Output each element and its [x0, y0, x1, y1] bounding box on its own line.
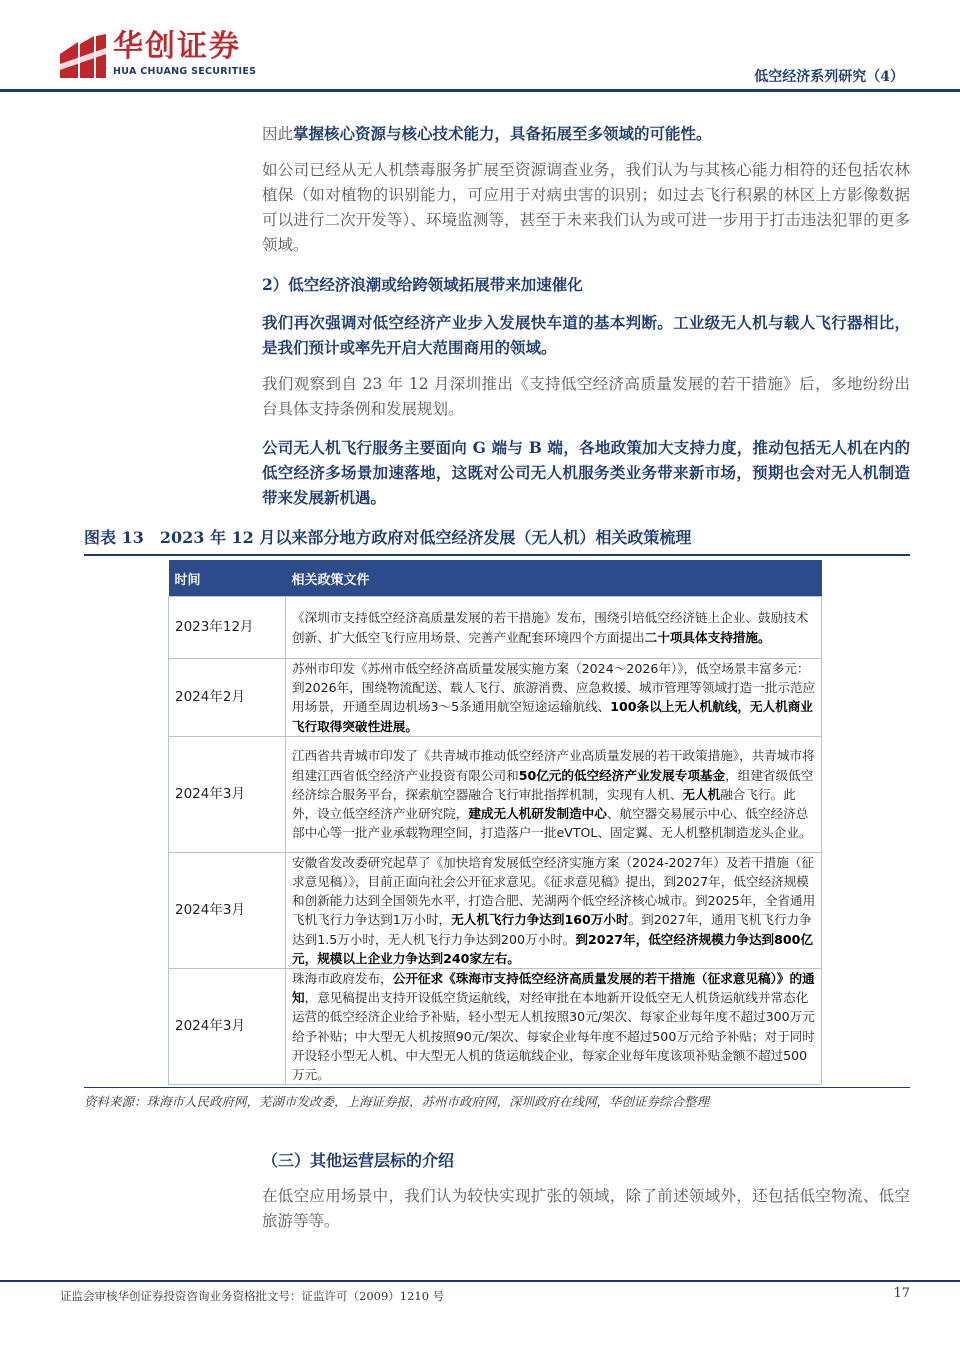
policy-text: 江西省共青城市印发了《共青城市推动低空经济产业高质量发展的若干政策措施》，共青城市将组建江西省低空经济产业投资有限公司和: [292, 748, 815, 783]
policy-highlight: 无人机飞行力争达到160万小时: [451, 912, 629, 928]
table-row: [169, 969, 822, 1085]
table-row: [169, 659, 822, 737]
policy-highlight: 公开征求《珠海市支持低空经济高质量发展的若干措施（征求意见稿）》的通知: [292, 971, 815, 1006]
row-policy-text: [286, 969, 822, 1085]
column-header-time: 时间: [169, 560, 286, 597]
figure-title: 图表 13 2023 年 12 月以来部分地方政府对低空经济发展（无人机）相关政策梳理: [84, 528, 692, 547]
policy-text: ，意见稿提出支持开设低空货运航线，对经审批在本地新开设低空无人机货运航线并常态化运营的低空经济企业给予补贴，轻小型无人机按照30元/架次、每家企业每年度不超过300万元给予补贴；中大型无人机按照90元/架次、每家企业每年度不超过500万元给予补贴；对于同时开设轻小型无人机、中大型无人机的货运航线企业，每家企业每年度该项补贴金额不超过500万元。: [292, 990, 815, 1083]
policy-text: 苏州市印发《苏州市低空经济高质量发展实施方案（2024～2026年）》，低空场景丰富多元：到2026年，围绕物流配送、载人飞行、旅游消费、应急救援、城市管理等领域打造一批示范应用场景，开通至周边机场3～5条通用航空短途运输航线、: [292, 661, 816, 715]
brand-name-cn: 华创证券: [113, 29, 241, 64]
policy-highlight: 100条以上无人机航线，无人机商业飞行取得突破性进展。: [292, 699, 813, 734]
paragraph-5: 公司无人机飞行服务主要面向 G 端与 B 端，各地政策加大支持力度，推动包括无人机在内的低空经济多场景加速落地，这既对公司无人机服务类业务带来新市场，预期也会对无人机制造带来发展新机遇。: [262, 438, 910, 507]
policy-highlight: 建成无人机研发制造中心: [468, 805, 607, 821]
table-header-row: [169, 560, 822, 597]
paragraph-1-bold: 掌握核心资源与核心技术能力，具备拓展至多领域的可能性。: [293, 124, 712, 143]
policy-text: 融合飞行。此外，设立低空经济产业研究院，: [292, 786, 796, 821]
table-row: [169, 852, 822, 968]
row-policy-text: [286, 852, 822, 968]
policy-text: 。到2027年，通用飞机飞行力争达到1.5万小时，无人机飞行力争达到200万小时。: [292, 912, 812, 947]
row-time: 2024年3月: [169, 736, 286, 852]
paragraph-3: 我们再次强调对低空经济产业步入发展快车道的基本判断。工业级无人机与载人飞行器相比，是我们预计或率先开启大范围商用的领域。: [262, 313, 910, 357]
source-divider: [84, 1087, 910, 1088]
paragraph-2: 如公司已经从无人机禁毒服务扩展至资源调查业务，我们认为与其核心能力相符的还包括农林植保（如对植物的识别能力，可应用于对病虫害的识别；如过去飞行积累的林区上方影像数据可以进行二次开发等）、环境监测等，甚至于未来我们认为或可进一步用于打击违法犯罪的更多领域。: [262, 161, 910, 254]
policy-highlight: 二十项具体支持措施。: [644, 629, 771, 645]
policy-text: 珠海市政府发布，: [292, 971, 393, 987]
footer-license: 证监会审核华创证券投资咨询业务资格批文号：证监许可（2009）1210 号: [60, 1289, 445, 1303]
footer-divider: [0, 1280, 960, 1282]
paragraph-4: 我们观察到自 23 年 12 月深圳推出《支持低空经济高质量发展的若干措施》后，多地纷纷出台具体支持条例和发展规划。: [262, 375, 910, 418]
policy-highlight: 50亿元的低空经济产业发展专项基金: [518, 767, 726, 783]
header-divider: [0, 89, 960, 92]
section-heading: （三）其他运营层标的介绍: [262, 1151, 455, 1170]
policy-table-body: [169, 597, 822, 1085]
row-policy-text: [286, 736, 822, 852]
page-number: 17: [893, 1286, 910, 1301]
subheading-2: 2）低空经济浪潮或给跨领域拓展带来加速催化: [262, 275, 583, 294]
page-header: [0, 0, 960, 95]
policy-text: 、航空器交易展示中心、低空经济总部中心等一批产业承载物理空间，打造落户一批eVTOL、固定翼、无人机整机制造龙头企业。: [292, 805, 812, 841]
report-series-title: 低空经济系列研究（4）: [754, 69, 904, 85]
policy-text: ，组建省级低空经济综合服务平台，探索航空器融合飞行审批指挥机制，实现有人机、: [292, 767, 814, 802]
row-time: 2024年2月: [169, 659, 286, 737]
paragraph-1: [262, 121, 910, 147]
policy-text: 《深圳市支持低空经济高质量发展的若干措施》发布，围绕引培低空经济链上企业、鼓励技术创新、扩大低空飞行应用场景、完善产业配套环境四个方面提出: [292, 610, 809, 645]
paragraph-1-prefix: 因此: [262, 125, 294, 143]
table-row: [169, 597, 822, 659]
brand-name-en: HUA CHUANG SECURITIES: [113, 66, 257, 77]
figure-divider: [84, 554, 910, 556]
section-paragraph: 在低空应用场景中，我们认为较快实现扩张的领域，除了前述领域外，还包括低空物流、低空旅游等等。: [262, 1187, 910, 1230]
row-policy-text: [286, 597, 822, 659]
policy-text: 安徽省发改委研究起草了《加快培育发展低空经济实施方案（2024-2027年）及若干措施（征求意见稿）》，目前正面向社会公开征求意见。《征求意见稿》提出，到2027年，低空经济规模和创新能力达到全国领先水平，打造合肥、芜湖两个低空经济核心城市。到2025年，全省通用飞机飞行力争达到1万小时，: [292, 854, 816, 928]
policy-table: [168, 560, 822, 1085]
row-time: 2024年3月: [169, 852, 286, 968]
policy-highlight: 到2027年，低空经济规模力争达到800亿元，规模以上企业力争达到240家左右。: [292, 931, 814, 966]
row-policy-text: [286, 659, 822, 737]
table-row: [169, 736, 822, 852]
row-time: 2023年12月: [169, 597, 286, 659]
figure-source: 资料来源：珠海市人民政府网，芜湖市发改委，上海证券报，苏州市政府网，深圳政府在线网，华创证券综合整理: [84, 1094, 710, 1109]
policy-highlight: 无人机: [682, 786, 721, 802]
huachuang-logo-icon: [58, 34, 108, 80]
column-header-policy: 相关政策文件: [286, 560, 822, 597]
row-time: 2024年3月: [169, 969, 286, 1085]
